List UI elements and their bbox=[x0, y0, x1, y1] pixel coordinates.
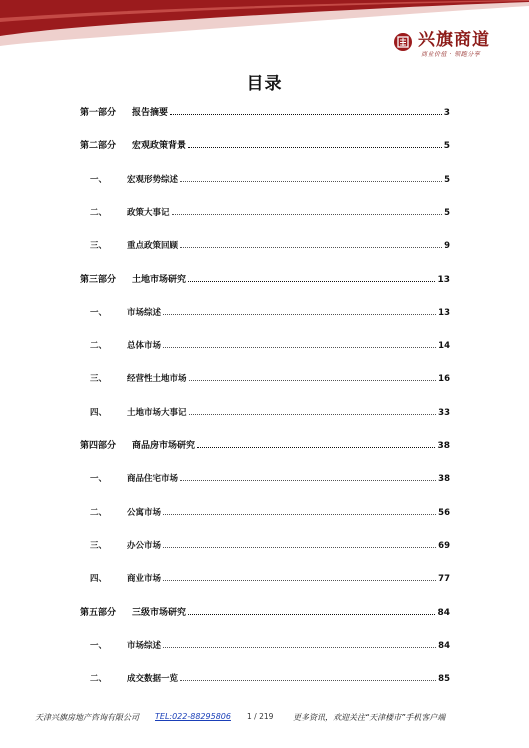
toc-entry[interactable] bbox=[80, 637, 450, 651]
toc-leader-dots bbox=[189, 414, 437, 415]
toc-entry-number: 第四部分 bbox=[80, 441, 117, 451]
toc-entry[interactable] bbox=[80, 304, 450, 318]
toc-entry-page: 16 bbox=[438, 374, 450, 385]
footer-company: 天津兴旗房地产咨询有限公司 bbox=[35, 713, 139, 722]
toc-entry-page: 13 bbox=[437, 274, 450, 285]
toc-entry-page: 85 bbox=[438, 674, 450, 685]
toc-entry[interactable] bbox=[80, 237, 450, 251]
toc-entry-number: 三、 bbox=[90, 241, 108, 252]
toc-entry-page: 5 bbox=[443, 141, 450, 152]
toc-entry-number: 四、 bbox=[90, 407, 108, 418]
toc-entry[interactable] bbox=[80, 104, 450, 118]
toc-entry[interactable] bbox=[80, 537, 450, 551]
toc-entry[interactable] bbox=[80, 604, 450, 618]
toc-entry-number: 二、 bbox=[90, 674, 108, 685]
toc-entry-title: 土地市场研究 bbox=[132, 274, 187, 285]
toc-entry-number: 一、 bbox=[90, 474, 108, 485]
toc-entry-number: 四、 bbox=[90, 574, 108, 585]
logo-slogan: 商业价值 · 领跑分享 bbox=[421, 51, 481, 58]
toc-entry-number: 三、 bbox=[90, 540, 108, 551]
toc-leader-dots bbox=[180, 181, 442, 182]
toc-entry-page: 56 bbox=[438, 507, 450, 518]
toc-entry-page: 84 bbox=[438, 640, 450, 651]
toc-leader-dots bbox=[170, 114, 442, 115]
toc-leader-dots bbox=[172, 214, 443, 215]
toc-entry-number: 二、 bbox=[90, 507, 108, 518]
toc-entry-page: 38 bbox=[437, 441, 450, 451]
toc-leader-dots bbox=[188, 147, 442, 148]
toc-entry-number: 一、 bbox=[90, 307, 108, 318]
toc-entry-page: 84 bbox=[437, 607, 450, 618]
toc-entry-title: 成交数据一览 bbox=[127, 674, 179, 685]
toc-entry-title: 重点政策回顾 bbox=[127, 241, 179, 252]
toc-entry-number: 第五部分 bbox=[80, 607, 117, 618]
toc-title: 目录 bbox=[246, 74, 283, 94]
toc-entry-page: 77 bbox=[438, 574, 450, 585]
toc-entry-page: 3 bbox=[443, 108, 450, 118]
toc-entry-title: 土地市场大事记 bbox=[127, 407, 187, 418]
toc-entry[interactable] bbox=[80, 404, 450, 418]
toc-entry-number: 第二部分 bbox=[80, 141, 117, 152]
toc-entry-title: 政策大事记 bbox=[127, 207, 170, 218]
toc-entry-title: 商品房市场研究 bbox=[132, 441, 196, 451]
toc-leader-dots bbox=[188, 614, 435, 615]
toc-leader-dots bbox=[197, 447, 435, 448]
toc-leader-dots bbox=[188, 281, 435, 282]
toc-entry-number: 一、 bbox=[90, 174, 108, 185]
brand-logo bbox=[393, 30, 493, 60]
toc-entry-title: 商品住宅市场 bbox=[127, 474, 179, 485]
toc-entry-title: 总体市场 bbox=[127, 341, 162, 352]
toc-entry-page: 14 bbox=[438, 341, 450, 352]
toc-entry-page: 5 bbox=[444, 207, 450, 218]
toc-entry-title: 宏观政策背景 bbox=[132, 141, 187, 152]
toc-entry[interactable] bbox=[80, 171, 450, 185]
toc-entry-number: 二、 bbox=[90, 341, 108, 352]
toc-entry-number: 三、 bbox=[90, 374, 108, 385]
toc-entry-page: 5 bbox=[444, 174, 450, 185]
toc-entry-page: 33 bbox=[438, 407, 450, 418]
toc-leader-dots bbox=[180, 480, 436, 481]
toc-entry[interactable] bbox=[80, 137, 450, 151]
toc-entry-title: 三级市场研究 bbox=[132, 607, 187, 618]
toc-entry-number: 二、 bbox=[90, 207, 108, 218]
toc-leader-dots bbox=[180, 680, 436, 681]
toc-leader-dots bbox=[189, 380, 437, 381]
toc-entry-title: 办公市场 bbox=[127, 540, 162, 551]
footer-more-info: 更多资讯，欢迎关注“天津楼市”手机客户端 bbox=[293, 713, 446, 722]
toc-leader-dots bbox=[163, 514, 436, 515]
toc-leader-dots bbox=[163, 314, 436, 315]
toc-entry[interactable] bbox=[80, 337, 450, 351]
toc-entry-page: 9 bbox=[444, 241, 450, 252]
page-footer bbox=[35, 712, 505, 726]
toc-leader-dots bbox=[163, 347, 436, 348]
toc-entry-title: 经营性土地市场 bbox=[127, 374, 187, 385]
toc-entry[interactable] bbox=[80, 670, 450, 684]
toc-leader-dots bbox=[180, 247, 442, 248]
toc-entry-title: 市场综述 bbox=[127, 307, 162, 318]
toc-entry[interactable] bbox=[80, 271, 450, 285]
toc-entry-number: 一、 bbox=[90, 640, 108, 651]
toc-entry-number: 第三部分 bbox=[80, 274, 117, 285]
toc-entry-page: 69 bbox=[438, 540, 450, 551]
toc-leader-dots bbox=[163, 647, 436, 648]
toc-entry[interactable] bbox=[80, 470, 450, 484]
toc-entry[interactable] bbox=[80, 437, 450, 451]
toc-entry-title: 报告摘要 bbox=[132, 108, 169, 118]
toc-entry-title: 宏观形势综述 bbox=[127, 174, 179, 185]
toc-entry[interactable] bbox=[80, 570, 450, 584]
logo-text: 兴旗商道 bbox=[418, 30, 490, 50]
toc-entry[interactable] bbox=[80, 504, 450, 518]
toc-entry-page: 38 bbox=[438, 474, 450, 485]
toc-entry[interactable] bbox=[80, 204, 450, 218]
toc-entry-page: 13 bbox=[438, 307, 450, 318]
footer-phone-link[interactable]: TEL:022-88295806 bbox=[155, 712, 231, 721]
toc-leader-dots bbox=[163, 580, 436, 581]
footer-page-number: 1 / 219 bbox=[247, 712, 274, 721]
toc-entry[interactable] bbox=[80, 370, 450, 384]
toc-entry-title: 商业市场 bbox=[127, 574, 162, 585]
toc-entry-title: 市场综述 bbox=[127, 640, 162, 651]
toc-entry-number: 第一部分 bbox=[80, 108, 117, 118]
toc-leader-dots bbox=[163, 547, 436, 548]
logo-seal-icon bbox=[393, 32, 413, 52]
toc-entry-title: 公寓市场 bbox=[127, 507, 162, 518]
